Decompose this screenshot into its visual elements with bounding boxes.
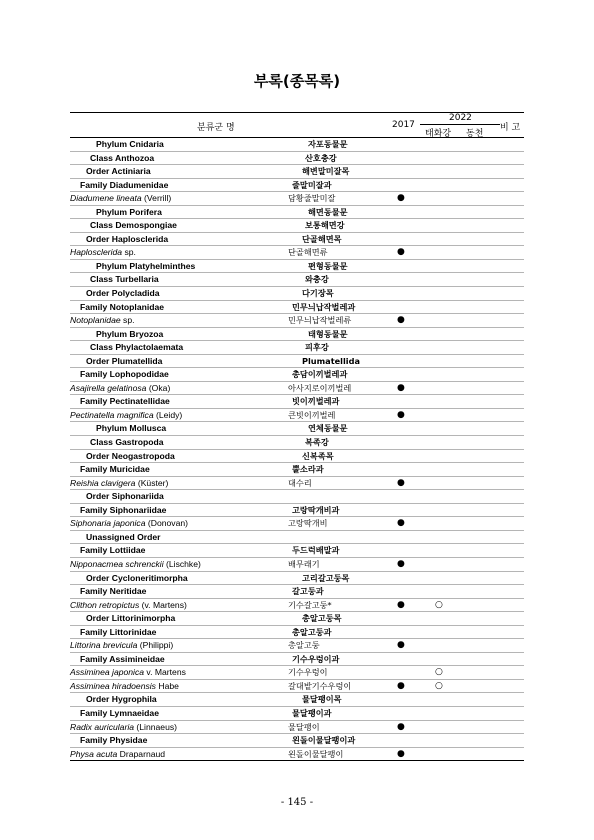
table-row (70, 233, 524, 247)
mark-2017: ● (397, 193, 405, 204)
korean-name: 복족강 (305, 437, 329, 448)
table-row (70, 680, 524, 694)
korean-name: 연체동물문 (308, 423, 348, 434)
korean-name: 물달팽이과 (292, 707, 332, 718)
korean-name: 민무늬납작벌레과 (292, 301, 356, 312)
korean-name: 기수갈고둥* (288, 599, 332, 610)
taxon-phylum-name: Phylum Mollusca (96, 423, 167, 434)
table-row (70, 748, 524, 762)
species-name (70, 558, 201, 572)
species-author: Draparnaud (117, 748, 166, 759)
mark-2017: ● (397, 558, 405, 569)
taxon-order-name: Unassigned Order (86, 531, 161, 542)
table-row (70, 693, 524, 707)
mark-2017: ● (397, 640, 405, 651)
table-row (70, 422, 524, 436)
taxon-family-name: Family Lophopodidae (80, 369, 169, 380)
mark-taehwa: ○ (435, 680, 443, 691)
korean-name: 보통해면강 (305, 220, 345, 231)
species-author: (Oka) (146, 382, 171, 393)
species-name (70, 382, 170, 396)
korean-name: 담황줄말미잘 (288, 193, 336, 204)
table-row (70, 314, 524, 328)
header-2017: 2017 (392, 120, 415, 130)
species-name (70, 246, 136, 260)
taxon-order-name: Order Actiniaria (86, 166, 151, 177)
taxon-phylum-name: Phylum Porifera (96, 206, 162, 217)
korean-name: 고랑딱개비과 (292, 504, 340, 515)
table-row (70, 152, 524, 166)
table-row (70, 463, 524, 477)
species-binomial: Reishia clavigera (70, 477, 136, 488)
mark-2017: ● (397, 247, 405, 258)
korean-name: 편형동물문 (308, 260, 348, 271)
korean-name: 큰빗이끼벌레 (288, 409, 336, 420)
taxon-class-name: Class Phylactolaemata (90, 342, 184, 353)
header-2022: 2022 (449, 113, 472, 123)
table-row (70, 558, 524, 572)
species-name (70, 748, 165, 762)
species-author: (Leidy) (153, 409, 183, 420)
korean-name: 피후강 (305, 342, 329, 353)
korean-name: 기수우렁이 (288, 667, 328, 678)
taxon-phylum-name: Phylum Cnidaria (96, 139, 164, 149)
species-author: (v. Martens) (139, 599, 187, 610)
table-row (70, 179, 524, 193)
korean-name: 줄말미잘과 (292, 179, 332, 190)
species-binomial: Asajirella gelatinosa (70, 382, 147, 393)
korean-name: 총알고둥목 (302, 613, 342, 624)
korean-name: 아사지로이끼벌레 (288, 382, 352, 393)
korean-name: 고리갈고둥목 (302, 572, 350, 583)
mark-2017: ● (397, 477, 405, 488)
korean-name: 다기장목 (302, 288, 334, 299)
korean-name: 물달팽이 (288, 721, 320, 732)
taxon-family-name: Family Littorinidae (80, 626, 157, 637)
taxon-order-name: Order Littorinimorpha (86, 613, 176, 624)
species-name (70, 517, 188, 531)
table-row (70, 287, 524, 301)
table-row (70, 246, 524, 260)
korean-name: 신복족목 (302, 450, 334, 461)
species-author: Habe (155, 680, 179, 691)
taxon-family-name: Family Muricidae (80, 464, 150, 475)
table-row (70, 450, 524, 464)
korean-name: 해면동물문 (308, 206, 348, 217)
table-row (70, 395, 524, 409)
species-author: (Lischke) (163, 558, 201, 569)
taxon-family-name: Family Lottiidae (80, 545, 146, 556)
species-author: (Küster) (135, 477, 169, 488)
species-binomial: Diadumene lineata (70, 193, 142, 204)
table-row (70, 612, 524, 626)
taxon-order-name: Order Cycloneritimorpha (86, 572, 188, 583)
table-row (70, 490, 524, 504)
species-binomial: Assiminea hiradoensis (70, 680, 156, 691)
korean-name: 해변말미잘목 (302, 166, 350, 177)
table-row (70, 517, 524, 531)
taxon-class-name: Class Gastropoda (90, 437, 164, 448)
table-row (70, 504, 524, 518)
header-site-taehwa: 태화강 (425, 129, 452, 139)
taxon-order-name: Order Siphonariida (86, 491, 164, 502)
mark-2017: ● (397, 518, 405, 529)
korean-name: 민무늬납작벌레류 (288, 315, 352, 326)
korean-name: 총알고둥과 (292, 626, 332, 637)
species-binomial: Assiminea japonica (70, 667, 145, 678)
taxon-phylum-name: Phylum Bryozoa (96, 328, 164, 339)
table-row (70, 544, 524, 558)
taxon-order-name: Order Hygrophila (86, 694, 157, 705)
species-author: (Donovan) (145, 518, 189, 529)
korean-name: 두드럭배말과 (292, 545, 340, 556)
taxon-phylum-name: Phylum Platyhelminthes (96, 260, 196, 271)
taxon-order-name: Order Neogastropoda (86, 450, 175, 461)
mark-2017: ● (397, 315, 405, 326)
table-row (70, 707, 524, 721)
taxon-class-name: Class Demospongiae (90, 220, 177, 231)
table-row (70, 219, 524, 233)
korean-name: 기수우렁이과 (292, 653, 340, 664)
table-row (70, 666, 524, 680)
table-row (70, 409, 524, 423)
table-row (70, 328, 524, 342)
taxon-family-name: Family Diadumenidae (80, 179, 169, 190)
korean-name: 뿔소라과 (292, 464, 324, 475)
mark-2017: ● (397, 721, 405, 732)
korean-name: 대수리 (288, 477, 312, 488)
table-row (70, 436, 524, 450)
table-row (70, 341, 524, 355)
mark-2017: ● (397, 599, 405, 610)
species-table (70, 138, 524, 761)
table-row (70, 639, 524, 653)
table-row (70, 138, 524, 152)
table-row (70, 301, 524, 315)
korean-name: 왼돌이물달팽이과 (292, 735, 356, 746)
species-binomial: Notoplanidae (70, 315, 121, 326)
taxon-family-name: Family Physidae (80, 735, 148, 746)
korean-name: 자포동물문 (308, 139, 348, 149)
taxon-family-name: Family Notoplanidae (80, 301, 165, 312)
table-row (70, 206, 524, 220)
table-row (70, 355, 524, 369)
table-row (70, 477, 524, 491)
species-name (70, 721, 177, 735)
species-name (70, 639, 173, 653)
species-name (70, 680, 179, 694)
korean-name: 배무래기 (288, 558, 320, 569)
mark-2017: ● (397, 748, 405, 759)
taxon-family-name: Family Pectinatellidae (80, 396, 170, 407)
table-row (70, 721, 524, 735)
table-row (70, 368, 524, 382)
korean-name: 단골해면목 (302, 233, 342, 244)
species-name (70, 477, 168, 491)
taxon-class-name: Class Anthozoa (90, 152, 155, 163)
taxon-class-name: Class Turbellaria (90, 274, 159, 285)
taxon-family-name: Family Lymnaeidae (80, 707, 159, 718)
mark-taehwa: ○ (435, 599, 443, 610)
korean-name: Plumatellida (302, 355, 360, 366)
header-taxon: 분류군 명 (197, 123, 235, 133)
species-binomial: Pectinatella magnifica (70, 409, 154, 420)
mark-2017: ● (397, 409, 405, 420)
mark-taehwa: ○ (435, 667, 443, 678)
korean-name: 갈대밭기수우렁이 (288, 680, 352, 691)
species-binomial: Physa acuta (70, 748, 118, 759)
taxon-order-name: Order Plumatellida (86, 355, 163, 366)
page-number: - 145 - (280, 797, 314, 808)
table-row (70, 165, 524, 179)
species-binomial: Radix auricularia (70, 721, 135, 732)
species-author: sp. (120, 315, 135, 326)
species-author: (Linnaeus) (134, 721, 178, 732)
species-name (70, 409, 182, 423)
korean-name: 물달팽이목 (302, 694, 342, 705)
table-row (70, 192, 524, 206)
korean-name: 단골해면류 (288, 247, 328, 258)
table-row (70, 734, 524, 748)
species-name (70, 314, 135, 328)
table-row (70, 626, 524, 640)
taxon-order-name: Order Haplosclerida (86, 233, 169, 244)
header-2022-rule (420, 124, 500, 125)
taxon-family-name: Family Neritidae (80, 586, 147, 597)
species-author: sp. (122, 247, 136, 258)
korean-name: 갈고둥과 (292, 586, 324, 597)
korean-name: 와충강 (305, 274, 329, 285)
species-name (70, 599, 187, 613)
korean-name: 총담이끼벌레과 (292, 369, 348, 380)
species-binomial: Clithon retropictus (70, 599, 140, 610)
species-name (70, 666, 186, 680)
taxon-order-name: Order Polycladida (86, 288, 160, 299)
table-row (70, 585, 524, 599)
table-row (70, 572, 524, 586)
species-author: (Verrill) (141, 193, 172, 204)
table-row (70, 531, 524, 545)
species-author: v. Martens (144, 667, 186, 678)
table-row (70, 273, 524, 287)
species-binomial: Littorina brevicula (70, 640, 138, 651)
species-binomial: Nipponacmea schrenckii (70, 558, 164, 569)
taxon-family-name: Family Assimineidae (80, 653, 165, 664)
species-author: (Philippi) (137, 640, 174, 651)
korean-name: 태형동물문 (308, 328, 348, 339)
table-row (70, 260, 524, 274)
korean-name: 고랑딱개비 (288, 518, 328, 529)
species-binomial: Haplosclerida (70, 247, 123, 258)
korean-name: 빗이끼벌레과 (292, 396, 340, 407)
table-row (70, 382, 524, 396)
korean-name: 산호충강 (305, 152, 337, 163)
korean-name: 총알고둥 (288, 640, 320, 651)
header-site-dongcheon: 동천 (466, 129, 484, 139)
mark-2017: ● (397, 680, 405, 691)
table-row (70, 653, 524, 667)
species-binomial: Siphonaria japonica (70, 518, 146, 529)
header-remarks: 비 고 (500, 123, 521, 133)
mark-2017: ● (397, 382, 405, 393)
page-title: 부록(종목록) (253, 72, 341, 90)
table-row (70, 599, 524, 613)
korean-name: 왼돌이물달팽이 (288, 748, 344, 759)
species-name (70, 192, 171, 206)
taxon-family-name: Family Siphonariidae (80, 504, 167, 515)
